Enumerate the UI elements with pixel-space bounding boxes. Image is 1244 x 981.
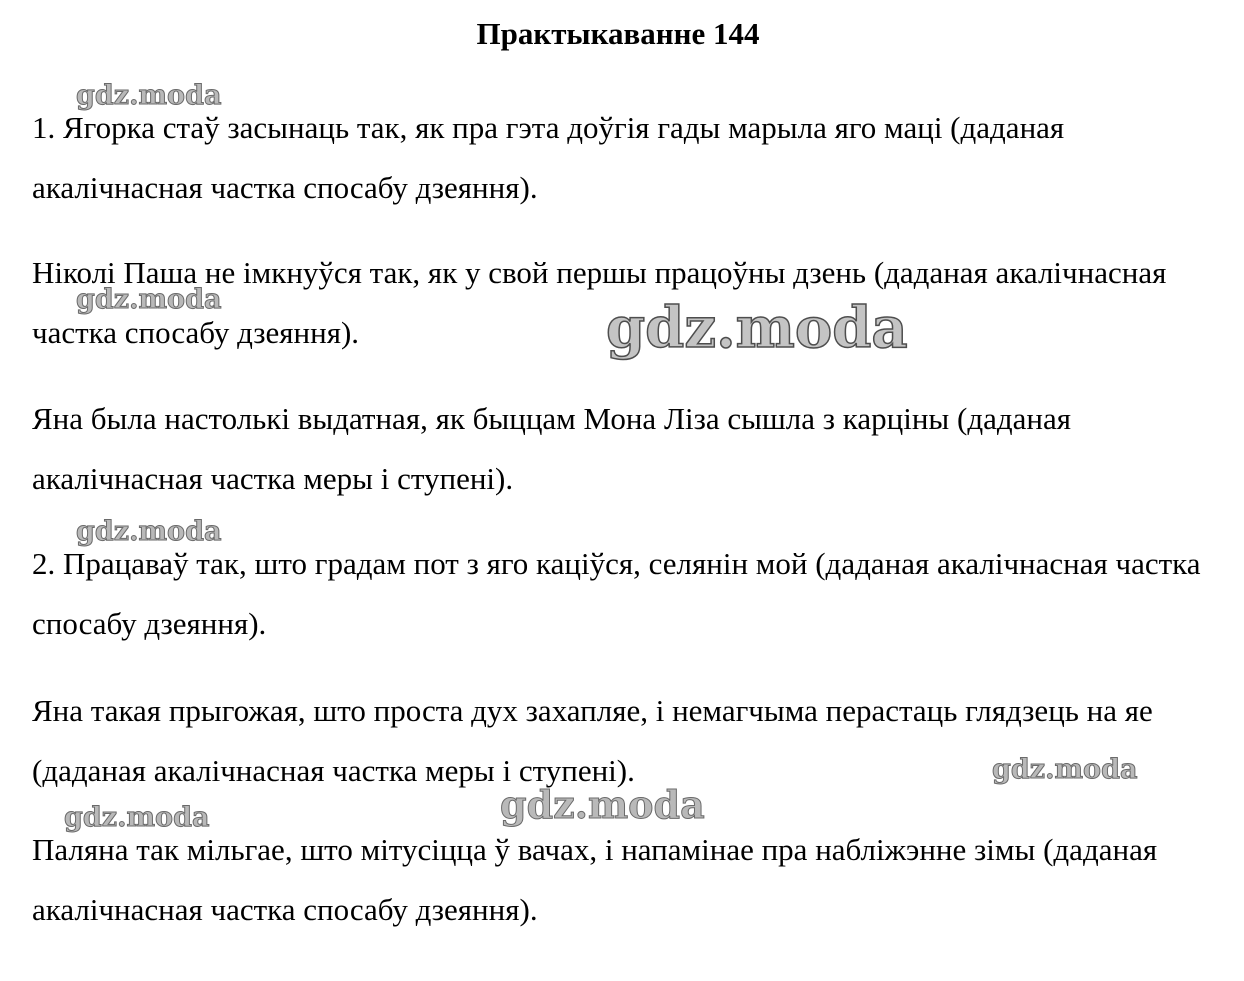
answer-paragraph-1: 1. Ягорка стаў засынаць так, як пра гэта доўгія гады марыла яго маці (даданая акалічнасная частка спосабу дзеяння). (32, 110, 1065, 205)
watermark-logo: gdz.moda (992, 754, 1138, 785)
watermark-logo: gdz.moda (76, 284, 222, 315)
answer-paragraph-6: Паляна так мільгае, што мітусіцца ў вачах, і напамінае пра набліжэнне зімы (даданая акалічнасная частка спосабу дзеяння). (32, 832, 1158, 927)
watermark-logo: gdz.moda (500, 782, 705, 827)
page-title: Практыкаванне 144 (476, 16, 760, 51)
watermark-logo: gdz.moda (64, 802, 210, 833)
watermark-logo: gdz.moda (606, 295, 908, 361)
answer-paragraph-4: 2. Працаваў так, што градам пот з яго каціўся, селянін мой (даданая акалічнасная частка спосабу дзеяння). (32, 546, 1201, 641)
answer-paragraph-2: Ніколі Паша не імкнуўся так, як у свой першы працоўны дзень (даданая акалічнасная частка спосабу дзеяння). (32, 255, 1167, 350)
watermark-logo: gdz.moda (76, 80, 222, 111)
answer-paragraph-3: Яна была настолькі выдатная, як быццам Мона Ліза сышла з карціны (даданая акалічнасная частка меры і ступені). (32, 401, 1071, 496)
answer-paragraph-5: Яна такая прыгожая, што проста дух захапляе, і немагчыма перастаць глядзець на яе (даданая акалічнасная частка меры і ступені). (32, 693, 1153, 788)
watermark-logo: gdz.moda (76, 516, 222, 547)
